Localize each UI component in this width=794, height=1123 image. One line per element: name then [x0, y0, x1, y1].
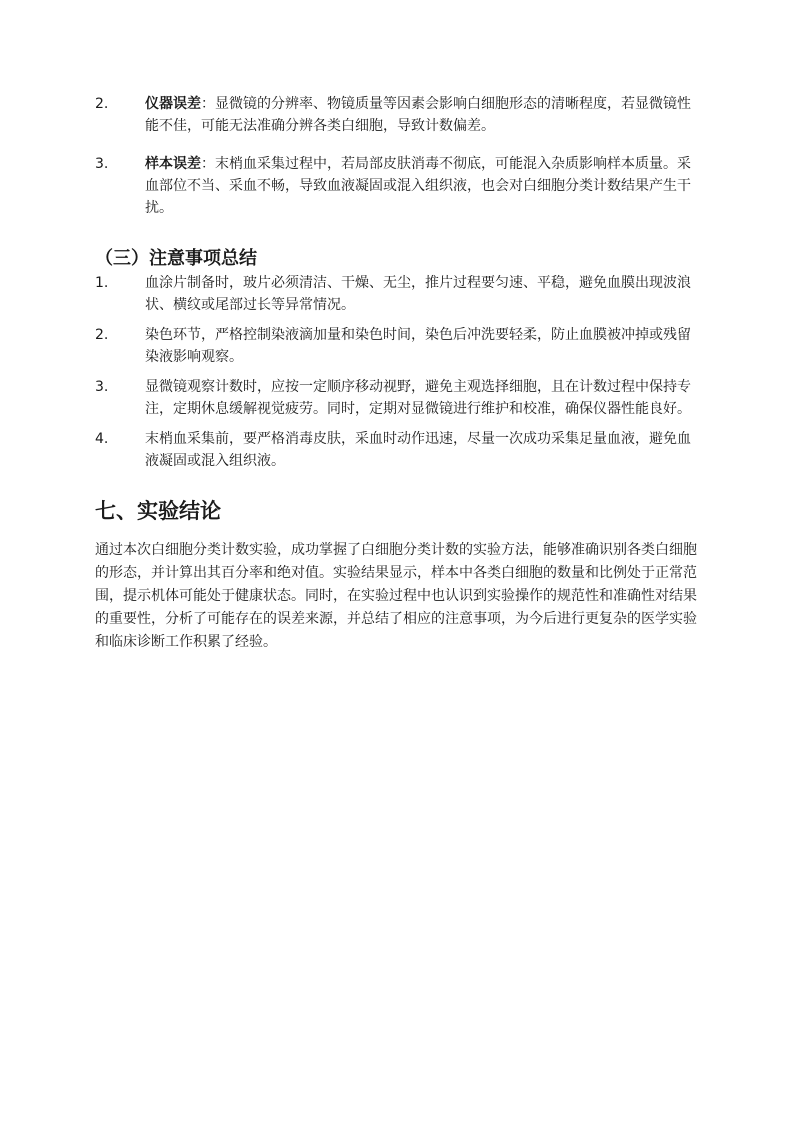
list-item — [95, 376, 701, 420]
list-item — [95, 272, 701, 316]
list-separator: ： — [201, 156, 215, 172]
error-sources-list — [95, 93, 701, 219]
list-text: 染色环节，严格控制染液滴加量和染色时间，染色后冲洗要轻柔，防止血膜被冲掉或残留染液影响观察。 — [145, 327, 691, 365]
list-text: 末梢血采集前，要严格消毒皮肤，采血时动作迅速，尽量一次成功采集足量血液，避免血液凝固或混入组织液。 — [145, 431, 691, 469]
list-number: 3. — [95, 379, 109, 395]
list-text: 显微镜的分辨率、物镜质量等因素会影响白细胞形态的清晰程度，若显微镜性能不佳，可能无法准确分辨各类白细胞，导致计数偏差。 — [145, 96, 691, 134]
list-number: 2. — [95, 96, 109, 112]
list-item — [95, 428, 701, 472]
notes-list — [95, 272, 701, 472]
list-item — [95, 93, 701, 137]
list-text: 显微镜观察计数时，应按一定顺序移动视野，避免主观选择细胞，且在计数过程中保持专注，定期休息缓解视觉疲劳。同时，定期对显微镜进行维护和校准，确保仪器性能良好。 — [145, 379, 691, 417]
list-term: 仪器误差 — [145, 96, 201, 112]
document-content — [95, 93, 701, 654]
conclusion-paragraph: 通过本次白细胞分类计数实验，成功掌握了白细胞分类计数的实验方法，能够准确识别各类白细胞的形态，并计算出其百分率和绝对值。实验结果显示，样本中各类白细胞的数量和比例处于正常范围，提示机体可能处于健康状态。同时，在实验过程中也认识到实验操作的规范性和准确性对结果的重要性，分析了可能存在的误差来源，并总结了相应的注意事项，为今后进行更复杂的医学实验和临床诊断工作积累了经验。 — [95, 542, 697, 650]
list-item — [95, 324, 701, 368]
list-text: 末梢血采集过程中，若局部皮肤消毒不彻底，可能混入杂质影响样本质量。采血部位不当、采血不畅，导致血液凝固或混入组织液，也会对白细胞分类计数结果产生干扰。 — [145, 156, 691, 216]
list-text: 血涂片制备时，玻片必须清洁、干燥、无尘，推片过程要匀速、平稳，避免血膜出现波浪状、横纹或尾部过长等异常情况。 — [145, 275, 691, 313]
section-heading-notes: （三）注意事项总结 — [95, 248, 257, 269]
list-number: 4. — [95, 431, 109, 447]
list-term: 样本误差 — [145, 156, 201, 172]
list-number: 1. — [95, 275, 109, 291]
list-separator: ： — [201, 96, 215, 112]
list-item — [95, 153, 701, 219]
list-number: 2. — [95, 327, 109, 343]
list-number: 3. — [95, 156, 109, 172]
section-heading-conclusion: 七、实验结论 — [95, 499, 221, 523]
